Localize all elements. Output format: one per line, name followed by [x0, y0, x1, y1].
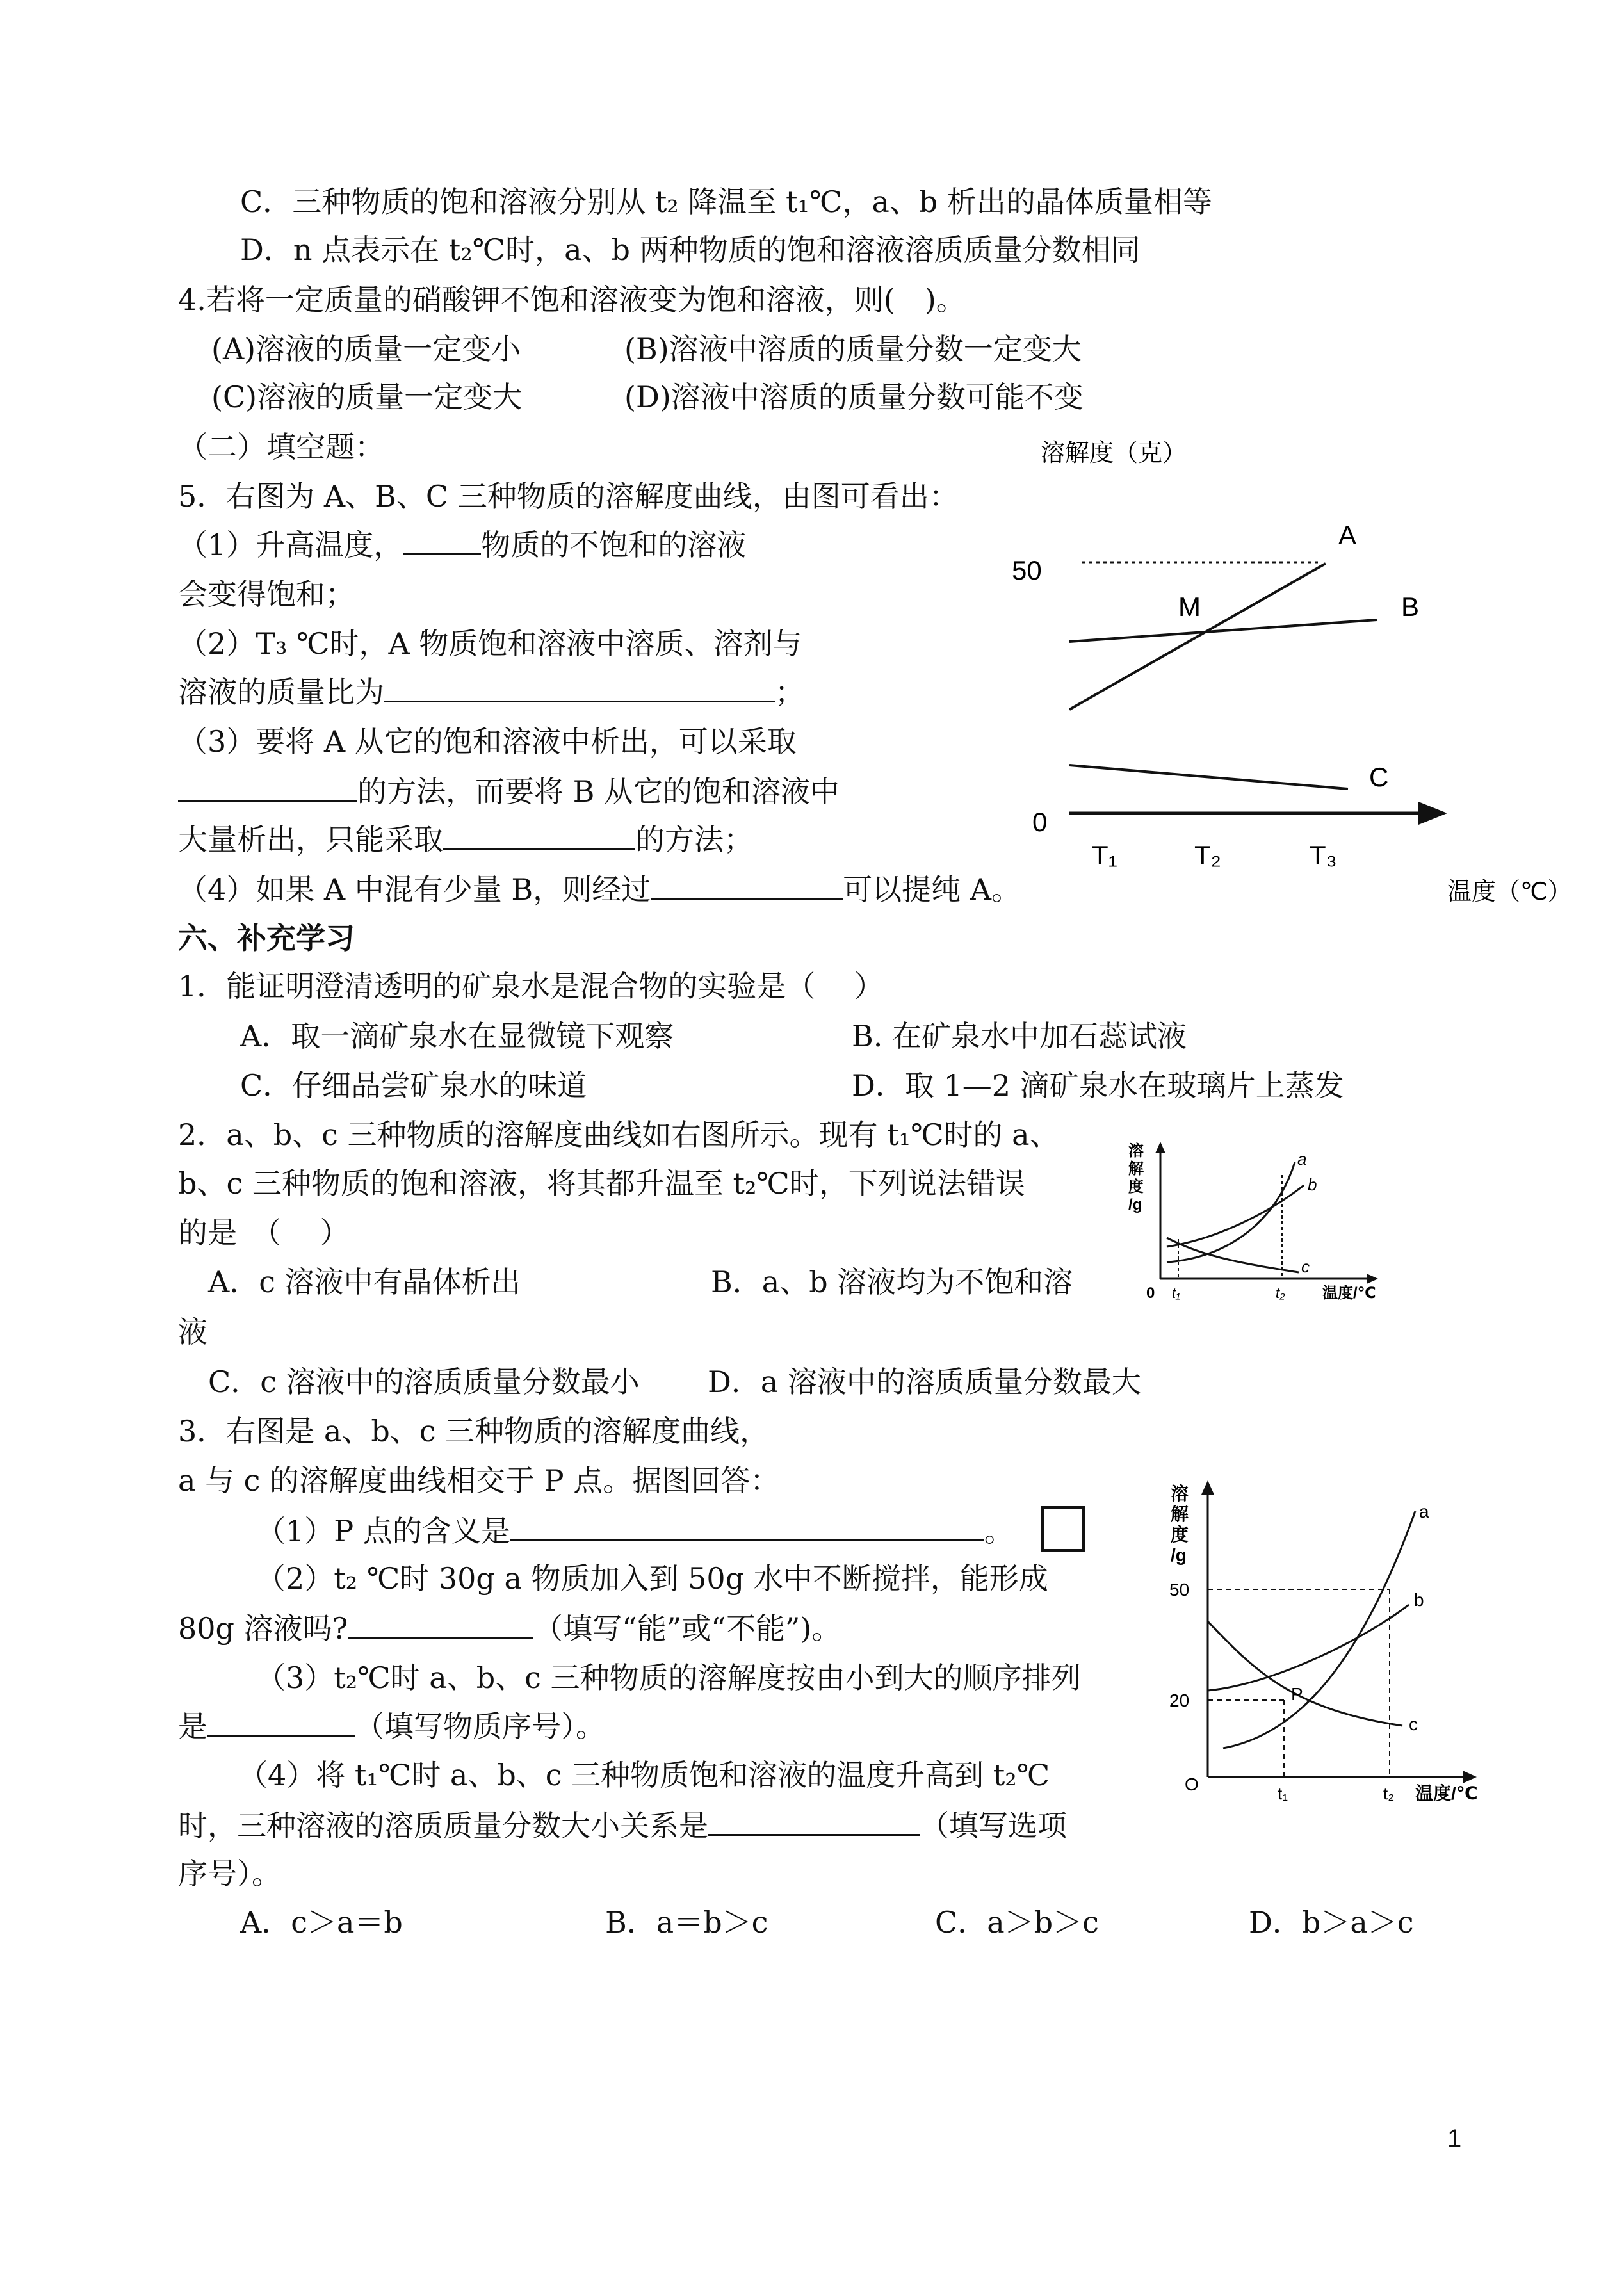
q5-part1-text-b: 物质的不饱和的溶液	[481, 528, 747, 562]
s3-part3-blank[interactable]	[207, 1707, 355, 1737]
q5-part3-cont	[178, 772, 840, 811]
fig1-label-b: B	[1401, 592, 1420, 622]
s2-option-b-cont: 液	[178, 1315, 207, 1349]
q4-option-d: (D)溶液中溶质的质量分数可能不变	[624, 380, 1084, 414]
fig1-x-tick-t2: T₂	[1194, 840, 1221, 870]
fig1-y-tick-50: 50	[1012, 555, 1042, 585]
fig3-x-title: 温度/℃	[1415, 1783, 1478, 1803]
solubility-chart-small	[1127, 1137, 1409, 1310]
fig3-y-title-2: 解	[1171, 1504, 1189, 1524]
fig3-x-tick-t1: t₁	[1278, 1784, 1288, 1803]
s3-part1-text: （1）P 点的含义是	[256, 1514, 510, 1548]
s3-part3-cont	[178, 1707, 605, 1746]
q4-stem: 4.若将一定质量的硝酸钾不饱和溶液变为饱和溶液，则( )。	[178, 282, 966, 317]
s3-stem-1: 3．右图是 a、b、c 三种物质的溶解度曲线，	[178, 1414, 770, 1448]
s1-stem: 1．能证明澄清透明的矿泉水是混合物的实验是（ ）	[178, 969, 884, 1003]
s2-option-a: A．c 溶液中有晶体析出	[208, 1265, 521, 1299]
s3-option-c: C．a＞b＞c	[935, 1905, 1099, 1940]
fig3-origin: O	[1185, 1774, 1199, 1794]
fig2-x-tick-t2: t₂	[1276, 1285, 1285, 1301]
s1-option-b: B. 在矿泉水中加石蕊试液	[852, 1019, 1187, 1053]
answer-box[interactable]	[1041, 1506, 1085, 1552]
fig3-x-tick-t2: t₂	[1383, 1784, 1395, 1803]
fig3-y-title-3: 度	[1171, 1525, 1189, 1545]
section-6-title: 六、补充学习	[178, 921, 355, 955]
fig1-curve-a	[1069, 564, 1326, 710]
s3-part3-text: 是	[178, 1709, 207, 1744]
s3-stem-2: a 与 c 的溶解度曲线相交于 P 点。据图回答：	[178, 1463, 780, 1498]
fig3-x-arrow	[1463, 1771, 1477, 1783]
solubility-chart-p	[1146, 1479, 1505, 1838]
s3-option-b: B．a＝b＞c	[605, 1905, 768, 1940]
q4-option-b: (B)溶液中溶质的质量分数一定变大	[624, 332, 1082, 366]
s3-part4-blank[interactable]	[708, 1806, 920, 1836]
s2-stem-2: b、c 三种物质的饱和溶液，将其都升温至 t₂℃时，下列说法错误	[178, 1166, 1025, 1201]
fig2-label-a: a	[1297, 1149, 1307, 1169]
s1-option-c: C．仔细品尝矿泉水的味道	[240, 1068, 587, 1103]
fig1-x-title: 温度（℃）	[1447, 879, 1572, 905]
s3-part4-cont	[178, 1806, 1067, 1845]
fig3-label-c: c	[1409, 1714, 1418, 1734]
q5-part3: （3）要将 A 从它的饱和溶液中析出，可以采取	[178, 724, 797, 759]
q5-part4-blank[interactable]	[651, 870, 843, 900]
fig2-y-title-1: 溶	[1128, 1142, 1144, 1160]
fig1-label-m: M	[1178, 592, 1201, 622]
s2-option-b: B．a、b 溶液均为不饱和溶	[711, 1265, 1073, 1299]
fig3-label-b: b	[1414, 1590, 1424, 1610]
s3-option-d: D．b＞a＞c	[1249, 1905, 1414, 1940]
fig2-label-c: c	[1301, 1257, 1310, 1276]
q5-part3-text-c: 大量析出，只能采取	[178, 822, 443, 857]
fig3-label-a: a	[1419, 1502, 1429, 1521]
q5-part1-cont: 会变得饱和；	[178, 577, 355, 612]
solubility-chart-abc	[999, 423, 1595, 922]
page-number: 1	[1447, 2125, 1462, 2153]
fig1-y-title: 溶解度（克）	[1041, 440, 1187, 467]
s3-part2-end: （填写“能”或“不能”)。	[533, 1611, 841, 1646]
q5-part4-text-a: （4）如果 A 中混有少量 B，则经过	[178, 872, 651, 907]
s2-option-c: C．c 溶液中的溶质质量分数最小	[208, 1365, 640, 1399]
s3-part1-blank[interactable]	[510, 1511, 984, 1541]
fig1-x-tick-t1: T₁	[1092, 840, 1117, 870]
q5-part3-cont2	[178, 820, 753, 859]
fig2-y-arrow	[1155, 1142, 1165, 1153]
q5-stem: 5．右图为 A、B、C 三种物质的溶解度曲线，由图可看出：	[178, 479, 959, 514]
fig1-label-c: C	[1369, 762, 1389, 792]
q5-part3-text-d: 的方法；	[635, 822, 753, 857]
fig1-origin: 0	[1032, 807, 1048, 837]
q5-part2-text: 溶液的质量比为	[178, 675, 384, 710]
s3-part2: （2）t₂ ℃时 30g a 物质加入到 50g 水中不断搅拌，能形成	[256, 1561, 1048, 1596]
s3-part4: （4）将 t₁℃时 a、b、c 三种物质饱和溶液的温度升高到 t₂℃	[238, 1758, 1050, 1792]
fig2-x-arrow	[1367, 1274, 1378, 1284]
fig1-x-arrow	[1418, 802, 1447, 825]
fig3-curve-c	[1208, 1621, 1402, 1726]
q5-part1-blank[interactable]	[403, 525, 481, 555]
q5-part4	[178, 870, 1021, 909]
s2-stem-3: 的是 （ ）	[178, 1215, 350, 1250]
fig3-y-tick-50: 50	[1169, 1580, 1190, 1600]
fig2-y-title-2: 解	[1128, 1160, 1144, 1178]
fig2-y-title-3: 度	[1128, 1178, 1144, 1196]
s3-part4-end: （填写选项	[920, 1808, 1067, 1843]
fig1-x-tick-t3: T₃	[1310, 840, 1337, 870]
q3-option-c: C．三种物质的饱和溶液分别从 t₂ 降温至 t₁℃，a、b 析出的晶体质量相等	[240, 184, 1212, 219]
fig2-origin: 0	[1146, 1285, 1155, 1302]
q5-part3-blank2[interactable]	[443, 820, 635, 850]
fig3-curve-b	[1208, 1605, 1409, 1691]
q5-part2-cont	[178, 672, 804, 711]
q5-part2-blank[interactable]	[384, 672, 775, 702]
fig2-x-tick-t1: t₁	[1172, 1285, 1181, 1301]
fig2-label-b: b	[1308, 1175, 1317, 1194]
fig3-y-arrow	[1201, 1480, 1214, 1495]
fig3-curve-a	[1223, 1511, 1415, 1748]
fig3-y-title-4: /g	[1171, 1545, 1187, 1565]
fig3-y-title-1: 溶	[1171, 1484, 1189, 1504]
q5-part4-text-b: 可以提纯 A。	[843, 872, 1021, 907]
s3-part2-blank[interactable]	[348, 1609, 533, 1639]
s1-option-d: D．取 1—2 滴矿泉水在玻璃片上蒸发	[852, 1068, 1344, 1103]
s1-option-a: A．取一滴矿泉水在显微镜下观察	[240, 1019, 674, 1053]
fill-section-title: （二）填空题：	[178, 430, 384, 464]
q5-part2-end: ；	[775, 675, 804, 710]
fig1-curve-c	[1069, 765, 1348, 789]
s3-part4-text: 时，三种溶液的溶质质量分数大小关系是	[178, 1808, 708, 1843]
s3-part3: （3）t₂℃时 a、b、c 三种物质的溶解度按由小到大的顺序排列	[256, 1660, 1081, 1695]
fig3-label-p: P	[1291, 1684, 1303, 1704]
q3-option-d: D．n 点表示在 t₂℃时，a、b 两种物质的饱和溶液溶质质量分数相同	[240, 232, 1141, 267]
s3-part1	[256, 1511, 1014, 1550]
s2-stem-1: 2．a、b、c 三种物质的溶解度曲线如右图所示。现有 t₁℃时的 a、	[178, 1117, 1059, 1152]
fig2-curve-b	[1167, 1185, 1304, 1247]
q5-part3-blank1[interactable]	[178, 772, 357, 802]
s3-part4-cont2: 序号）。	[178, 1856, 281, 1891]
q5-part2: （2）T₃ ℃时，A 物质饱和溶液中溶质、溶剂与	[178, 626, 802, 661]
s3-part1-end: 。	[984, 1514, 1014, 1548]
s3-part2-cont	[178, 1609, 841, 1648]
q5-part1	[178, 525, 746, 564]
q5-part3-text-b: 的方法，而要将 B 从它的饱和溶液中	[357, 774, 840, 809]
q5-part1-text-a: （1）升高温度，	[178, 528, 403, 562]
s3-part3-end: （填写物质序号）。	[355, 1709, 605, 1744]
q4-option-c: (C)溶液的质量一定变大	[211, 380, 523, 414]
s3-part2-text: 80g 溶液吗?	[178, 1611, 348, 1646]
fig2-y-title-4: /g	[1128, 1196, 1142, 1213]
fig2-x-title: 温度/℃	[1322, 1285, 1376, 1302]
fig3-y-tick-20: 20	[1169, 1691, 1190, 1710]
fig1-label-a: A	[1338, 520, 1357, 550]
s2-option-d: D．a 溶液中的溶质质量分数最大	[708, 1365, 1141, 1399]
q4-option-a: (A)溶液的质量一定变小	[211, 332, 521, 366]
s3-option-a: A．c＞a＝b	[240, 1905, 403, 1940]
